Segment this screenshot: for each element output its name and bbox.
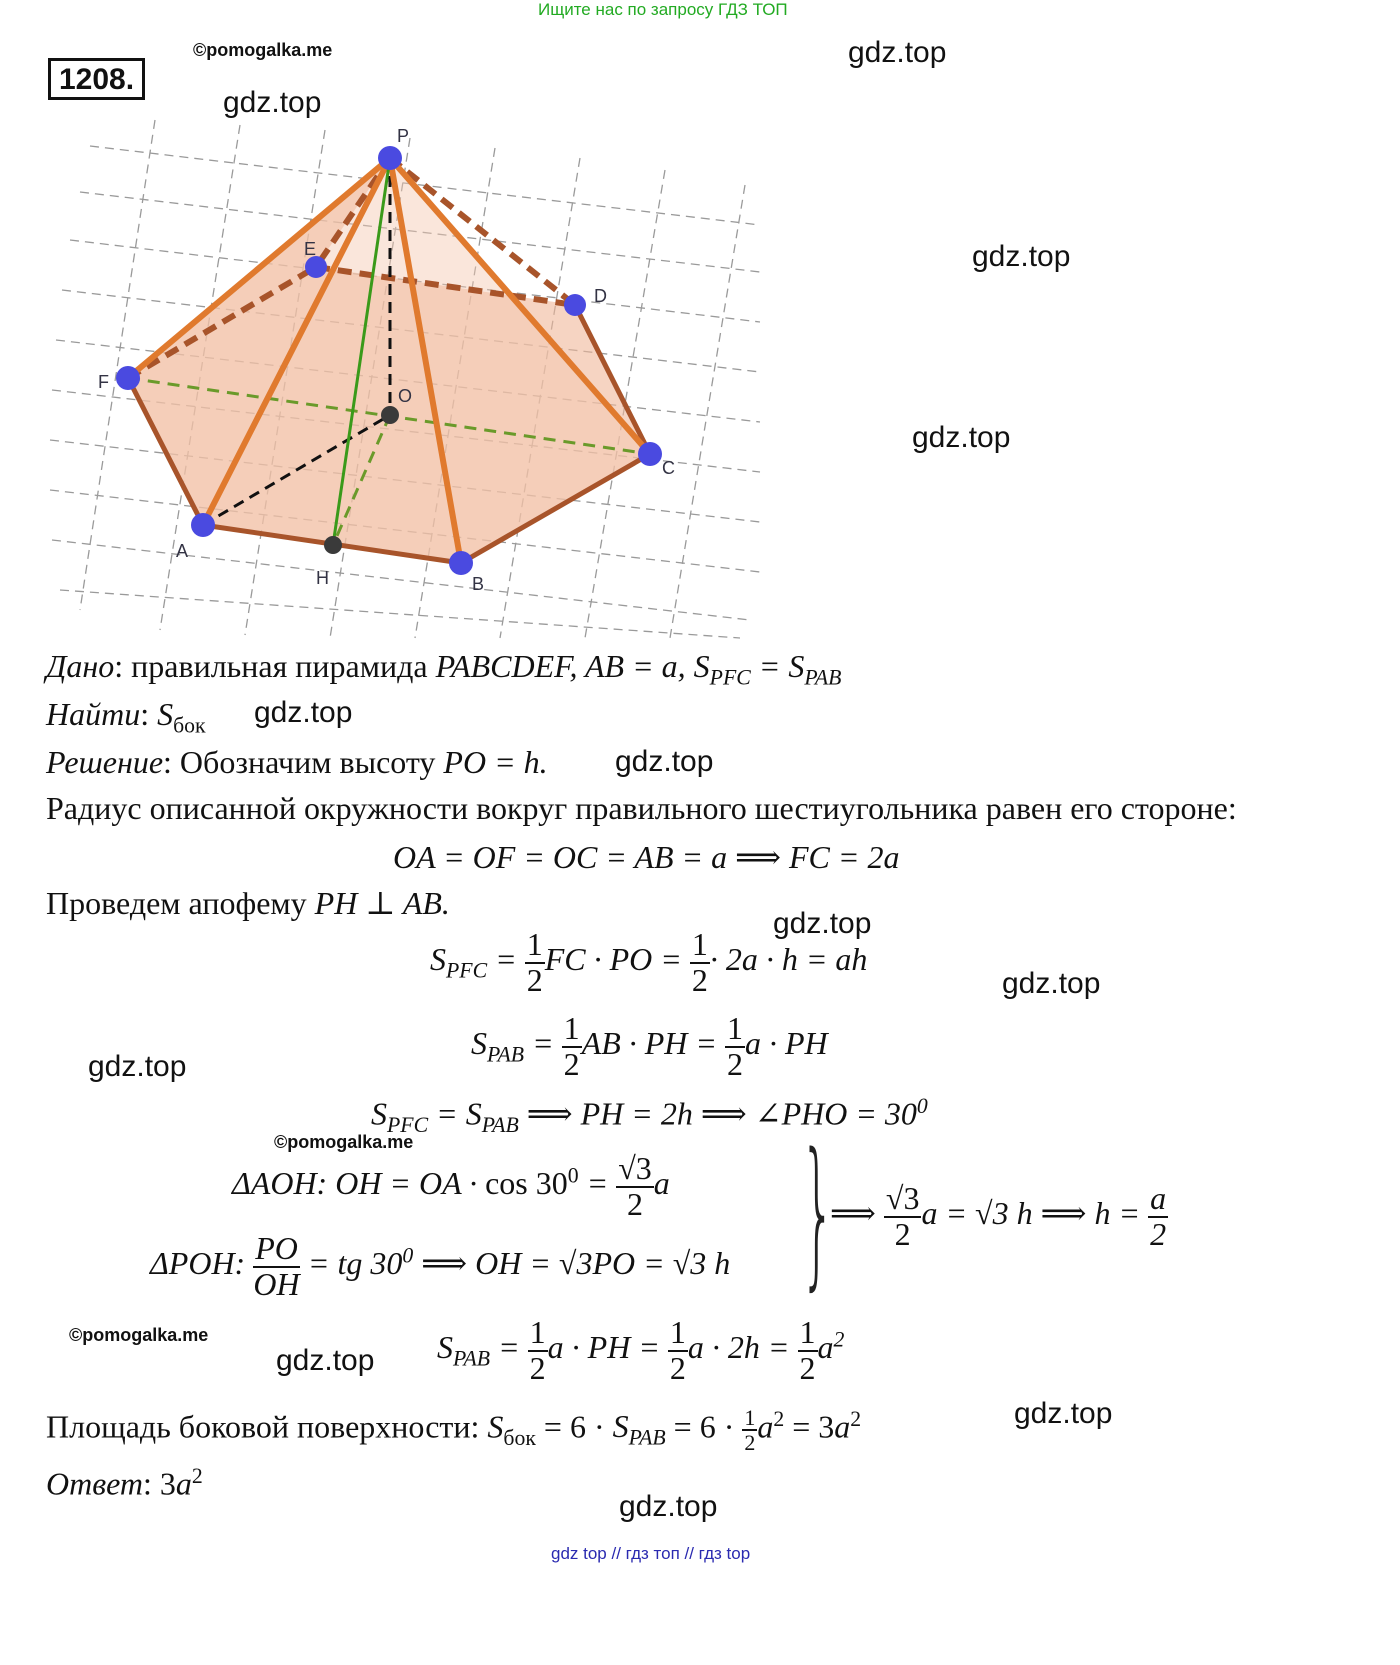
- watermark: gdz.top: [276, 1344, 375, 1377]
- point-c: [638, 442, 662, 466]
- formula-equality: $S_{PFC} = S_{PAB}$ ⟹ PH = 2h ⟹ ∠PHO = $30^0$: [371, 1094, 928, 1138]
- watermark: gdz.top: [1014, 1397, 1113, 1430]
- solution-label: Решение: [46, 744, 164, 780]
- solution-math: PO = h.: [443, 744, 548, 780]
- given-math: PABCDEF, AB = a, $S_{PFC} = S_{PAB}$: [435, 648, 842, 690]
- point-f: [116, 366, 140, 390]
- point-o: [381, 406, 399, 424]
- brace: }: [800, 1118, 836, 1305]
- point-d: [564, 294, 586, 316]
- credit: ©pomogalka.me: [274, 1132, 414, 1152]
- label-a: A: [176, 541, 189, 561]
- watermark: gdz.top: [615, 745, 714, 778]
- watermark: gdz.top: [254, 696, 353, 729]
- apothem-text: Проведем апофему: [46, 885, 307, 921]
- given-text: : правильная пирамида: [114, 648, 428, 684]
- formula-spfc: $S_{PFC}$ = $\frac{1}{2}$ FC · PO = $\frac{1}{2}$ · 2a · h = ah: [430, 926, 868, 998]
- credit-top: ©pomogalka.me: [193, 40, 333, 60]
- label-b: B: [472, 574, 485, 594]
- label-p: P: [397, 126, 410, 146]
- formula-aoh: ΔAOH: OH = OA · $\cos 30^0$ = $\frac{√3}{2}$ a: [232, 1150, 670, 1222]
- point-p: [378, 146, 402, 170]
- lateral-line: Площадь боковой поверхности: $S_{бок} = 6 \cdot S_{PAB} = 6$ · $\frac{1}{2}$ $a^2 = 3a^2$: [46, 1405, 862, 1456]
- problem-number: 1208.: [48, 58, 145, 100]
- pyramid-figure: [40, 110, 770, 650]
- label-c: C: [662, 458, 675, 478]
- apothem-line: [46, 884, 450, 922]
- solution-text: : Обозначим высоту: [163, 744, 436, 780]
- answer-line: Ответ: $3a^2$: [46, 1464, 203, 1502]
- label-h: H: [316, 568, 329, 588]
- top-banner[interactable]: Ищите нас по запросу ГДЗ ТОП: [538, 0, 788, 19]
- find-line: Найти: $S_{бок}$: [46, 696, 206, 738]
- radius-formula: OA = OF = OC = AB = a ⟹ FC = 2a: [393, 839, 900, 875]
- watermark: gdz.top: [223, 86, 322, 119]
- label-f: F: [98, 372, 109, 392]
- point-e: [305, 256, 327, 278]
- credit: ©pomogalka.me: [69, 1325, 209, 1345]
- answer-label: Ответ: [46, 1465, 143, 1502]
- label-o: O: [398, 386, 413, 406]
- solution-line: [46, 744, 548, 781]
- watermark: gdz.top: [972, 240, 1071, 273]
- radius-line: Радиус описанной окружности вокруг правильного шестиугольника равен его стороне:: [46, 790, 1237, 826]
- formula-poh: ΔPOH: $\frac{PO}{OH}$ = tg $30^0$ ⟹ OH = √3PO = √3 h: [150, 1230, 731, 1302]
- label-e: E: [304, 239, 317, 259]
- apothem-math: PH ⊥ AB.: [314, 885, 450, 921]
- lateral-text: Площадь боковой поверхности:: [46, 1408, 480, 1445]
- formula-spab: $S_{PAB}$ = $\frac{1}{2}$ AB · PH = $\frac{1}{2}$ a · PH: [471, 1010, 828, 1082]
- point-h: [324, 536, 342, 554]
- formula-spab-final: $S_{PAB}$ = $\frac{1}{2}$ a · PH = $\frac{1}{2}$ a · 2h = $\frac{1}{2}$ $a^2$: [437, 1314, 845, 1386]
- given-label: Дано: [46, 648, 115, 684]
- find-label: Найти: [46, 696, 141, 732]
- label-d: D: [594, 286, 607, 306]
- footer-links[interactable]: gdz top // гдз топ // гдз top: [551, 1544, 751, 1563]
- given-line: [46, 648, 841, 690]
- watermark: gdz.top: [619, 1490, 718, 1523]
- watermark: gdz.top: [912, 421, 1011, 454]
- watermark: gdz.top: [773, 907, 872, 940]
- watermark: gdz.top: [848, 36, 947, 69]
- watermark: gdz.top: [1002, 967, 1101, 1000]
- point-b: [449, 551, 473, 575]
- watermark: gdz.top: [88, 1050, 187, 1083]
- point-a: [191, 513, 215, 537]
- formula-conclusion: ⟹ $\frac{√3}{2}$ a = √3 h ⟹ h = $\frac{a}{2}$: [830, 1180, 1167, 1252]
